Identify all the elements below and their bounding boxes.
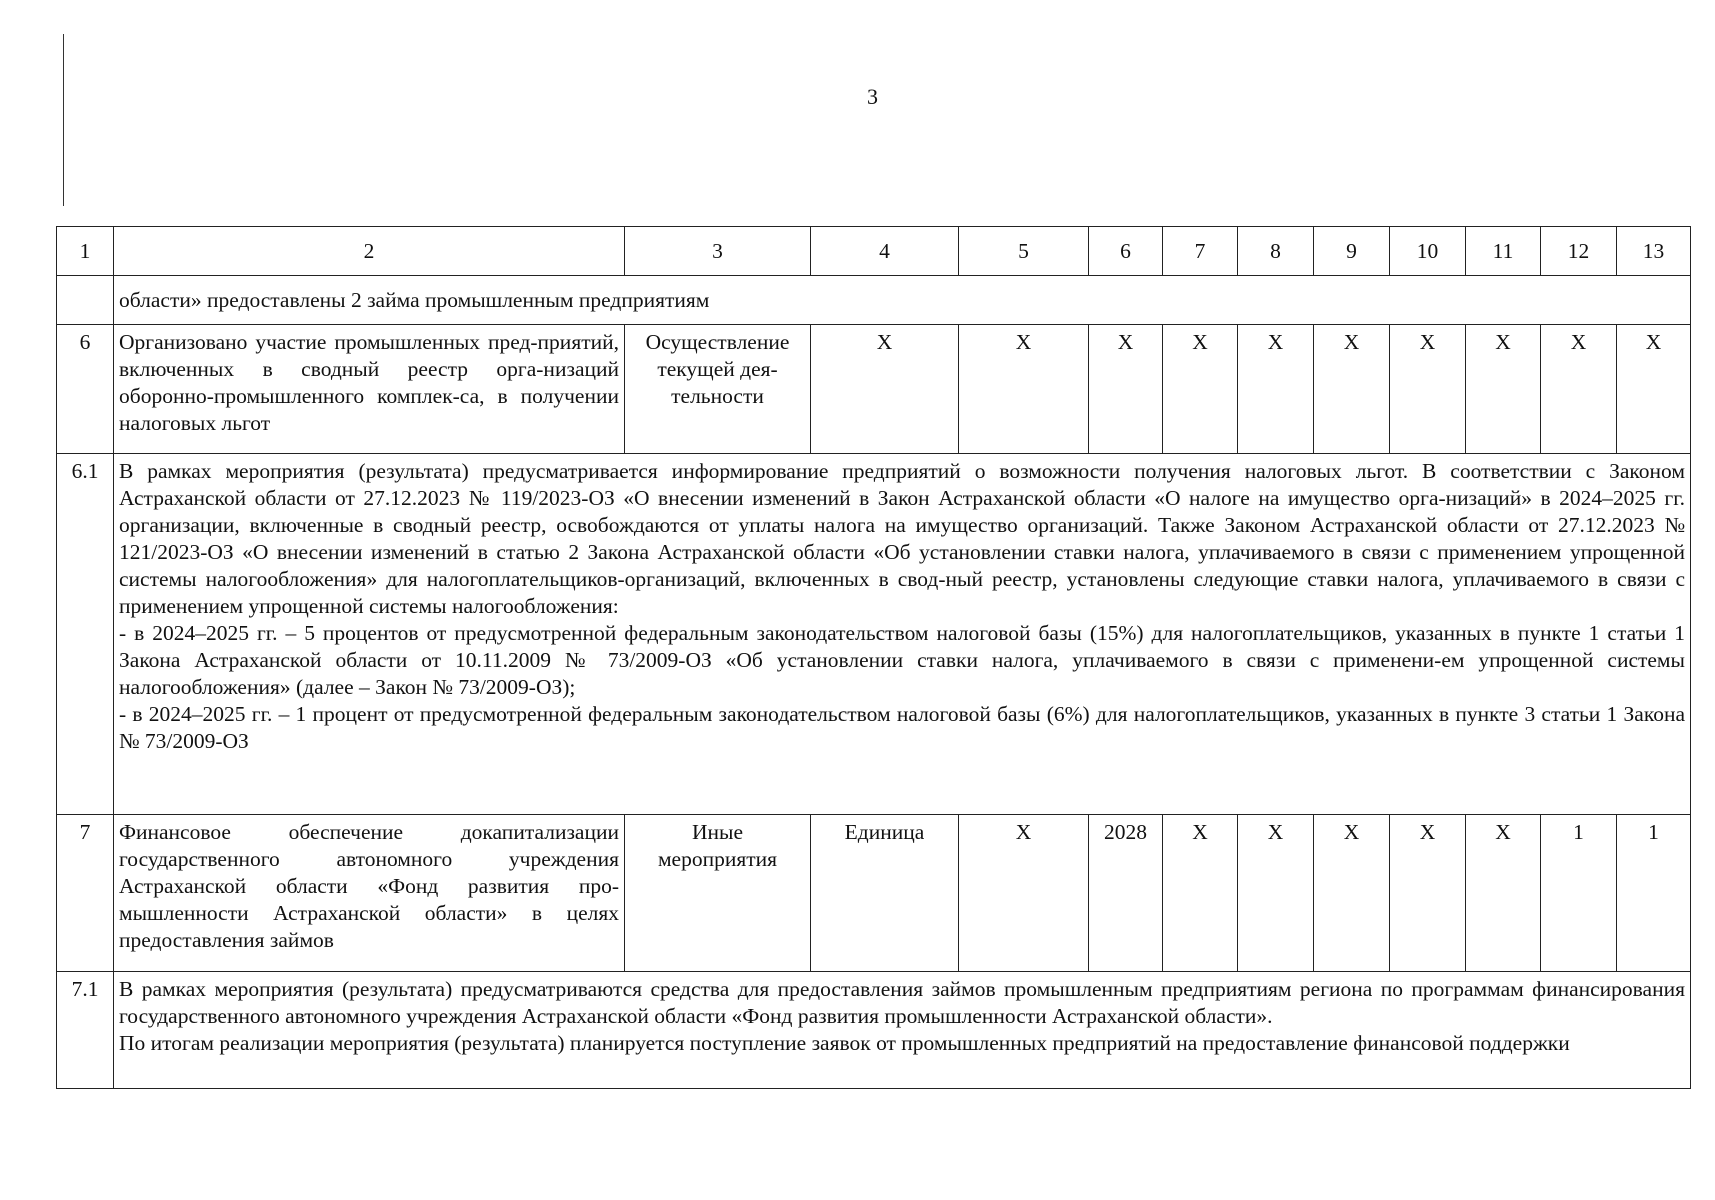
value-cell: 1 bbox=[1617, 815, 1691, 972]
value-cell: X bbox=[1390, 815, 1466, 972]
header-cell: 6 bbox=[1089, 227, 1163, 276]
header-cell: 8 bbox=[1238, 227, 1314, 276]
description-cell bbox=[114, 972, 1691, 1089]
description-paragraph: - в 2024–2025 гг. – 1 процент от предусмотренной федеральным законодательством налоговой базы (6%) для налогоплательщиков, указанных в пункте 3 статьи 1 Закона № 73/2009-ОЗ bbox=[119, 702, 1685, 753]
value-cell: X bbox=[959, 815, 1089, 972]
header-cell: 7 bbox=[1163, 227, 1238, 276]
measure-type: Иные мероприятия bbox=[625, 815, 811, 972]
row-number: 7 bbox=[57, 815, 114, 972]
measure-name: Финансовое обеспечение докапитализации государственного автономного учреждения Астраханской области «Фонд развития про-мышленности Астраханской области» в целях предоставления займов bbox=[114, 815, 625, 972]
value-cell: X bbox=[1163, 815, 1238, 972]
table-row-7-1 bbox=[57, 972, 1691, 1089]
header-row bbox=[57, 227, 1691, 276]
header-cell: 12 bbox=[1541, 227, 1617, 276]
value-cell: X bbox=[1390, 325, 1466, 454]
measure-name: Организовано участие промышленных пред-приятий, включенных в сводный реестр орга-низаций оборонно-промышленного комплек-са, в получении налоговых льгот bbox=[114, 325, 625, 454]
table-row-6 bbox=[57, 325, 1691, 454]
description-paragraph: В рамках мероприятия (результата) предусматривается информирование предприятий о возможности получения налоговых льгот. В соответствии с Законом Астраханской области от 27.12.2023 № 119/2023-ОЗ «О внесении изменений в Закон Астраханской области «О налоге на имущество орга-низаций» в 2024–2025 гг. организации, включенные в сводный реестр, освобождаются от уплаты налога на имущество организаций. Также Законом Астраханской области от 27.12.2023 № 121/2023-ОЗ «О внесении изменений в статью 2 Закона Астраханской области «Об установлении ставки налога, уплачиваемого в связи с применением упрощенной системы налогообложения» для налогоплательщиков-организаций, включенных в свод-ный реестр, установлены следующие ставки налога, уплачиваемого в связи с применением упрощенной системы налогообложения: bbox=[119, 459, 1685, 618]
margin-line bbox=[63, 34, 64, 206]
value-cell: X bbox=[1314, 325, 1390, 454]
header-cell: 2 bbox=[114, 227, 625, 276]
table-row-6-1 bbox=[57, 454, 1691, 815]
row-number: 7.1 bbox=[57, 972, 114, 1089]
row-number: 6.1 bbox=[57, 454, 114, 815]
header-cell: 13 bbox=[1617, 227, 1691, 276]
continuation-text: области» предоставлены 2 займа промышленным предприятиям bbox=[114, 276, 1691, 325]
header-cell: 9 bbox=[1314, 227, 1390, 276]
measures-table bbox=[56, 226, 1691, 1089]
page-number: 3 bbox=[867, 84, 878, 109]
value-cell: X bbox=[1466, 325, 1541, 454]
value-cell: 2028 bbox=[1089, 815, 1163, 972]
row-number bbox=[57, 276, 114, 325]
table-row-7 bbox=[57, 815, 1691, 972]
unit-cell: Единица bbox=[811, 815, 959, 972]
value-cell: X bbox=[1314, 815, 1390, 972]
description-paragraph: - в 2024–2025 гг. – 5 процентов от предусмотренной федеральным законодательством налоговой базы (15%) для налогоплательщиков, указанных в пункте 1 статьи 1 Закона Астраханской области от 10.11.2009 № 73/2009-ОЗ «Об установлении ставки налога, уплачиваемого в связи с применени-ем упрощенной системы налогообложения» (далее – Закон № 73/2009-ОЗ); bbox=[119, 621, 1685, 699]
header-cell: 5 bbox=[959, 227, 1089, 276]
header-cell: 1 bbox=[57, 227, 114, 276]
value-cell: 1 bbox=[1541, 815, 1617, 972]
value-cell: X bbox=[959, 325, 1089, 454]
value-cell: X bbox=[1541, 325, 1617, 454]
header-cell: 3 bbox=[625, 227, 811, 276]
value-cell: X bbox=[1238, 325, 1314, 454]
continuation-row bbox=[57, 276, 1691, 325]
header-cell: 11 bbox=[1466, 227, 1541, 276]
description-cell bbox=[114, 454, 1691, 815]
value-cell: X bbox=[1238, 815, 1314, 972]
description-paragraph: По итогам реализации мероприятия (результата) планируется поступление заявок от промышленных предприятий на предоставление финансовой поддержки bbox=[119, 1031, 1570, 1055]
value-cell: X bbox=[1466, 815, 1541, 972]
header-cell: 10 bbox=[1390, 227, 1466, 276]
value-cell: X bbox=[811, 325, 959, 454]
header-cell: 4 bbox=[811, 227, 959, 276]
measure-type: Осуществление текущей дея-тельности bbox=[625, 325, 811, 454]
value-cell: X bbox=[1163, 325, 1238, 454]
value-cell: X bbox=[1089, 325, 1163, 454]
description-paragraph: В рамках мероприятия (результата) предусматриваются средства для предоставления займов промышленным предприятиям региона по программам финансирования государственного автономного учреждения Астраханской области «Фонд развития промышленности Астраханской области». bbox=[119, 977, 1685, 1028]
value-cell: X bbox=[1617, 325, 1691, 454]
row-number: 6 bbox=[57, 325, 114, 454]
